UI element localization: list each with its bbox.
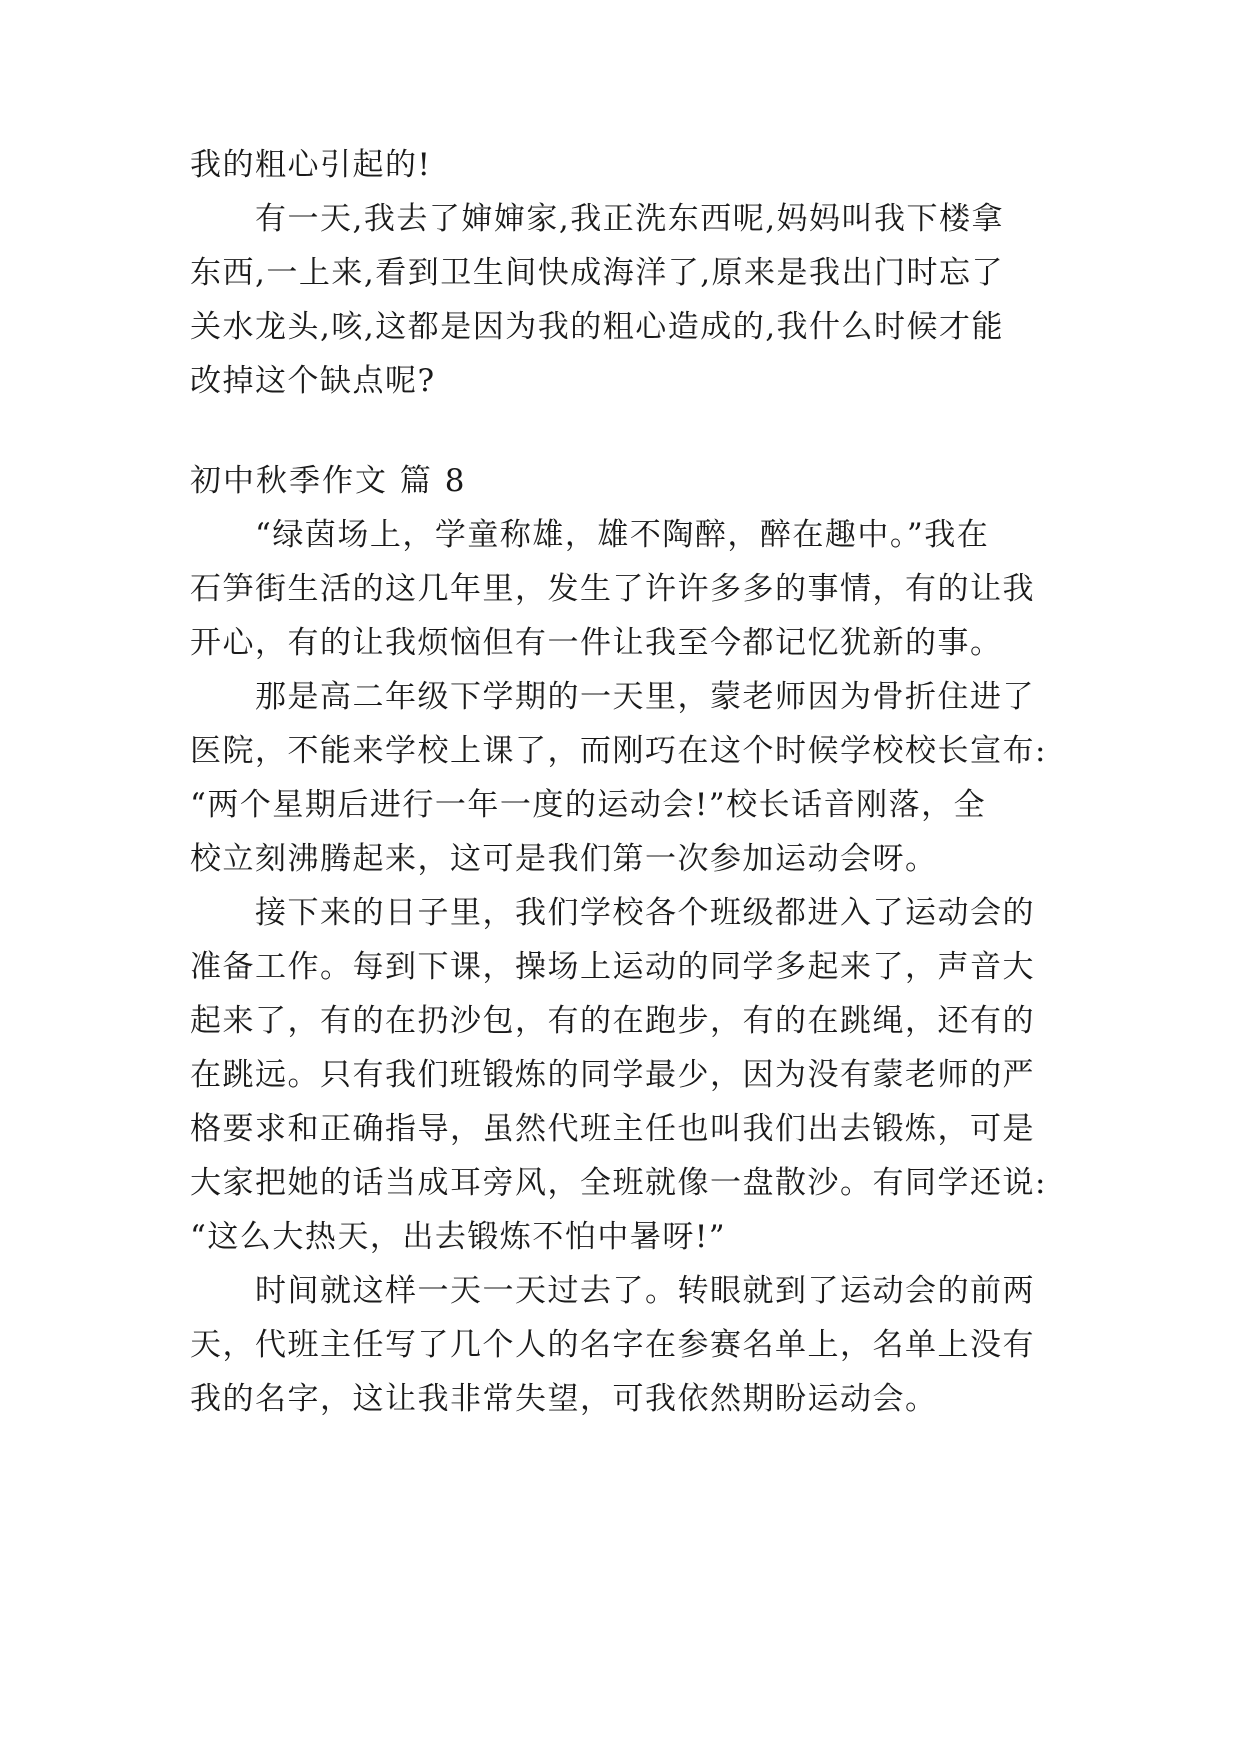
text-line: 石笋街生活的这几年里，发生了许许多多的事情，有的让我 — [190, 571, 1035, 607]
text-line: 在跳远。只有我们班锻炼的同学最少，因为没有蒙老师的严 — [190, 1057, 1035, 1093]
text-line: 天，代班主任写了几个人的名字在参赛名单上，名单上没有 — [190, 1327, 1035, 1363]
section-title: 初中秋季作文 篇 8 — [190, 463, 467, 499]
text-line: 校立刻沸腾起来，这可是我们第一次参加运动会呀。 — [190, 841, 938, 877]
text-line: 开心，有的让我烦恼但有一件让我至今都记忆犹新的事。 — [190, 625, 1003, 661]
text-line: 改掉这个缺点呢? — [190, 363, 436, 399]
text-line: “这么大热天，出去锻炼不怕中暑呀!” — [190, 1219, 727, 1255]
text-line: “两个星期后进行一年一度的运动会!”校长话音刚落，全 — [190, 787, 987, 823]
text-line: 东西,一上来,看到卫生间快成海洋了,原来是我出门时忘了 — [190, 255, 1005, 291]
text-line: 接下来的日子里，我们学校各个班级都进入了运动会的 — [255, 895, 1035, 931]
text-line: 格要求和正确指导，虽然代班主任也叫我们出去锻炼，可是 — [190, 1111, 1035, 1147]
text-line: 我的粗心引起的! — [190, 147, 432, 183]
text-line: 起来了，有的在扔沙包，有的在跑步，有的在跳绳，还有的 — [190, 1003, 1035, 1039]
text-line: 有一天,我去了婶婶家,我正洗东西呢,妈妈叫我下楼拿 — [255, 201, 1005, 237]
text-line: 时间就这样一天一天过去了。转眼就到了运动会的前两 — [255, 1273, 1035, 1309]
text-line: 关水龙头,咳,这都是因为我的粗心造成的,我什么时候才能 — [190, 309, 1005, 345]
text-line: 大家把她的话当成耳旁风，全班就像一盘散沙。有同学还说: — [190, 1165, 1047, 1201]
text-line: 那是高二年级下学期的一天里，蒙老师因为骨折住进了 — [255, 679, 1035, 715]
text-line: 准备工作。每到下课，操场上运动的同学多起来了，声音大 — [190, 949, 1035, 985]
text-line: 医院，不能来学校上课了，而刚巧在这个时候学校校长宣布: — [190, 733, 1047, 769]
text-line: “绿茵场上，学童称雄，雄不陶醉，醉在趣中。”我在 — [255, 517, 990, 553]
text-line: 我的名字，这让我非常失望，可我依然期盼运动会。 — [190, 1381, 938, 1417]
